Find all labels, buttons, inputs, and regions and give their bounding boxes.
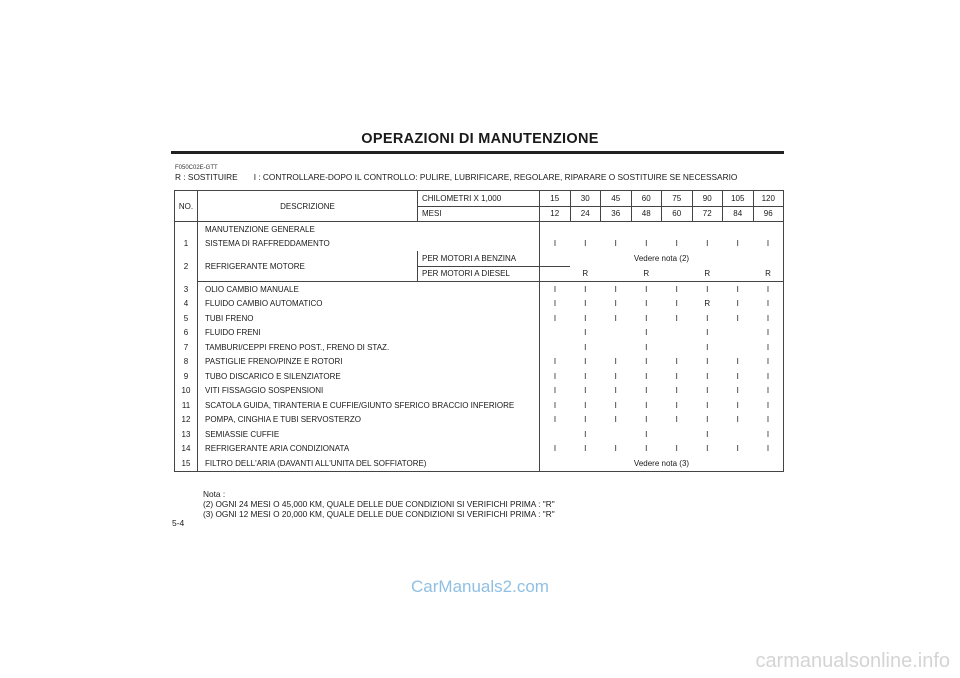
row-value: I [540,369,571,384]
row-value: I [614,239,617,249]
row-value: I [645,342,648,352]
row-value: I [645,357,648,367]
row-value: I [540,355,571,370]
row-value: I [614,357,617,367]
row-note-petrol: Vedere nota (2) [540,251,784,266]
row-value: I [766,342,770,352]
row-value [540,427,571,442]
km-30: 30 [570,191,601,207]
row-value: I [736,357,739,367]
row-value: I [736,299,739,309]
row-value: R [704,299,711,309]
row-value: I [706,429,709,439]
title-rule [171,151,784,154]
row-value: I [584,415,587,425]
row-value: I [584,371,587,381]
row-desc: REFRIGERANTE MOTORE [205,261,305,271]
row-value: I [614,444,617,454]
table-row [175,297,784,312]
row-desc: FILTRO DELL'ARIA (DAVANTI ALL'UNITA DEL SOFFIATORE) [205,458,427,468]
table-row [175,326,784,341]
note-2: (2) OGNI 24 MESI O 45,000 KM, QUALE DELLE DUE CONDIZIONI SI VERIFICHI PRIMA : "R" [203,499,555,509]
row-desc: TUBO DISCARICO E SILENZIATORE [205,371,341,381]
row-no: 14 [175,442,198,457]
row-no: 5 [175,311,198,326]
row-value: I [614,313,617,323]
row-value: I [631,282,662,297]
row-value: I [706,357,709,367]
row-value: I [766,328,770,338]
row-desc: SEMIASSIE CUFFIE [205,429,280,439]
legend-inspect: I : CONTROLLARE-DOPO IL CONTROLLO: PULIRE, LUBRIFICARE, REGOLARE, RIPARARE O SOSTITUIRE SE NECESSARIO [253,172,738,182]
row-value: I [766,386,770,396]
row-value: I [706,400,709,410]
row-value: I [692,282,723,297]
row-sub-diesel: PER MOTORI A DIESEL [418,266,540,282]
row-value: I [706,371,709,381]
km-45: 45 [601,191,632,207]
table-row [175,355,784,370]
row-value: I [766,415,770,425]
row-value: I [584,357,587,367]
row-value: I [540,384,571,399]
row-value: I [540,398,571,413]
row-value: I [584,429,587,439]
row-value: R [704,269,711,278]
row-value: I [662,282,693,297]
months-60: 60 [662,206,693,222]
months-12: 12 [540,206,571,222]
row-value: I [645,328,648,338]
row-value [601,427,632,442]
watermark-top[interactable]: CarManuals2.com [411,577,549,596]
row-value: I [645,415,648,425]
notes [203,489,555,519]
row-value [540,326,571,341]
row-value: I [675,415,678,425]
row-value: I [540,413,571,428]
row-value: I [645,386,648,396]
row-value: I [736,313,739,323]
row-value: I [540,311,571,326]
legend-replace: R : SOSTITUIRE [175,172,238,182]
row-value [662,266,693,282]
row-value: I [614,299,617,309]
row-value: I [706,415,709,425]
table-row [175,442,784,457]
row-value: I [736,386,739,396]
row-value: I [706,328,709,338]
row-value: I [584,328,587,338]
row-value: I [766,429,770,439]
months-72: 72 [692,206,723,222]
row-value: I [736,444,739,454]
section-row [175,222,784,237]
row-no: 13 [175,427,198,442]
row-value: I [723,282,754,297]
table-row [175,311,784,326]
row-desc: FLUIDO CAMBIO AUTOMATICO [205,299,323,309]
row-value: I [540,282,571,297]
row-value: I [706,313,709,323]
months-84: 84 [723,206,754,222]
row-value [540,340,571,355]
row-value [723,266,754,282]
row-value: I [584,444,587,454]
row-value: I [584,342,587,352]
table-row [175,413,784,428]
row-value: R [582,269,589,278]
row-value: I [584,400,587,410]
row-no: 15 [175,456,198,471]
row-value: I [645,371,648,381]
table-row [175,237,784,252]
row-value: I [675,444,678,454]
row-value: I [584,386,587,396]
row-value [601,266,632,282]
row-no: 12 [175,413,198,428]
row-note: Vedere nota (3) [540,456,784,471]
row-no: 9 [175,369,198,384]
row-desc: OLIO CAMBIO MANUALE [198,282,540,297]
row-value [540,266,571,282]
row-value: I [570,282,601,297]
table-row [175,456,784,471]
row-value: I [645,299,648,309]
row-desc: TAMBURI/CEPPI FRENO POST., FRENO DI STAZ. [205,342,390,352]
row-desc: VITI FISSAGGIO SOSPENSIONI [205,386,324,396]
row-value: I [645,239,648,249]
months-36: 36 [601,206,632,222]
row-value: I [540,442,571,457]
row-value: I [736,400,739,410]
row-value: I [766,444,770,454]
row-value: I [584,313,587,323]
page-number: 5-4 [172,518,185,528]
row-desc: REFRIGERANTE ARIA CONDIZIONATA [205,444,350,454]
row-desc: SCATOLA GUIDA, TIRANTERIA E CUFFIE/GIUNTO SFERICO BRACCIO INFERIORE [205,400,515,410]
row-value: I [766,400,770,410]
row-value: I [736,371,739,381]
row-no: 4 [175,297,198,312]
row-desc: FLUIDO FRENI [205,328,261,338]
row-no: 6 [175,326,198,341]
row-no-empty [175,222,198,237]
row-value: R [765,269,771,278]
row-desc: SISTEMA DI RAFFREDDAMENTO [205,239,330,249]
row-no: 10 [175,384,198,399]
section-title: MANUTENZIONE GENERALE [205,224,315,234]
row-desc: POMPA, CINGHIA E TUBI SERVOSTERZO [205,415,362,425]
row-value [662,427,693,442]
months-48: 48 [631,206,662,222]
row-value: I [706,386,709,396]
row-value: I [540,297,571,312]
row-value: I [645,400,648,410]
months-24: 24 [570,206,601,222]
page-title: OPERAZIONI DI MANUTENZIONE [361,131,599,147]
row-value: I [766,239,770,249]
col-desc-header: DESCRIZIONE [198,191,418,222]
table-row [175,340,784,355]
table-row [175,427,784,442]
col-km-header: CHILOMETRI X 1,000 [418,191,540,207]
row-value: I [584,299,587,309]
km-90: 90 [692,191,723,207]
table-row [175,398,784,413]
row-value [723,340,754,355]
row-value: I [706,342,709,352]
row-value: I [645,429,648,439]
row-value: I [540,237,571,252]
row-value: I [645,444,648,454]
row-desc: TUBI FRENO [205,313,254,323]
row-value: I [675,400,678,410]
table-row [175,369,784,384]
row-value [601,326,632,341]
legend [175,172,737,182]
row-value: I [614,386,617,396]
row-value: I [766,299,770,309]
row-no: 7 [175,340,198,355]
row-value [723,326,754,341]
row-no: 11 [175,398,198,413]
row-value: I [675,313,678,323]
row-desc: PASTIGLIE FRENO/PINZE E ROTORI [205,357,343,367]
row-value: I [766,371,770,381]
row-value: I [601,282,632,297]
row-value: I [706,444,709,454]
months-96: 96 [753,206,784,222]
row-no: 2 [175,251,198,282]
row-no: 1 [175,237,198,252]
row-value [723,427,754,442]
km-105: 105 [723,191,754,207]
row-value: I [675,386,678,396]
row-value: I [675,299,678,309]
table-row [175,251,784,266]
row-value: I [645,313,648,323]
row-no: 8 [175,355,198,370]
row-value: I [766,313,770,323]
row-value: I [736,239,739,249]
doc-code: F050C02E-GTT [175,165,218,171]
col-months-header: MESI [418,206,540,222]
row-value: I [614,415,617,425]
table-row [175,282,784,297]
note-label: Nota : [203,489,226,499]
row-value: I [675,371,678,381]
km-15: 15 [540,191,571,207]
header-row-km [175,191,784,207]
row-value: I [584,239,587,249]
row-value [662,340,693,355]
row-no: 3 [175,282,198,297]
watermark-bottom[interactable]: carmanualsonline.info [755,650,950,672]
row-value: I [706,239,709,249]
row-value: I [614,400,617,410]
km-60: 60 [631,191,662,207]
row-value: I [614,371,617,381]
note-3: (3) OGNI 12 MESI O 20,000 KM, QUALE DELLE DUE CONDIZIONI SI VERIFICHI PRIMA : "R" [203,509,555,519]
col-no-header: NO. [175,191,198,222]
maintenance-table [174,190,784,472]
table-row [175,384,784,399]
row-value: I [675,357,678,367]
km-120: 120 [753,191,784,207]
row-value: I [675,239,678,249]
section-values [540,222,784,237]
row-value: R [643,269,650,278]
row-sub-petrol: PER MOTORI A BENZINA [418,251,540,266]
row-value [601,340,632,355]
row-value: I [753,282,784,297]
row-value [662,326,693,341]
row-value: I [766,357,770,367]
km-75: 75 [662,191,693,207]
row-value: I [736,415,739,425]
